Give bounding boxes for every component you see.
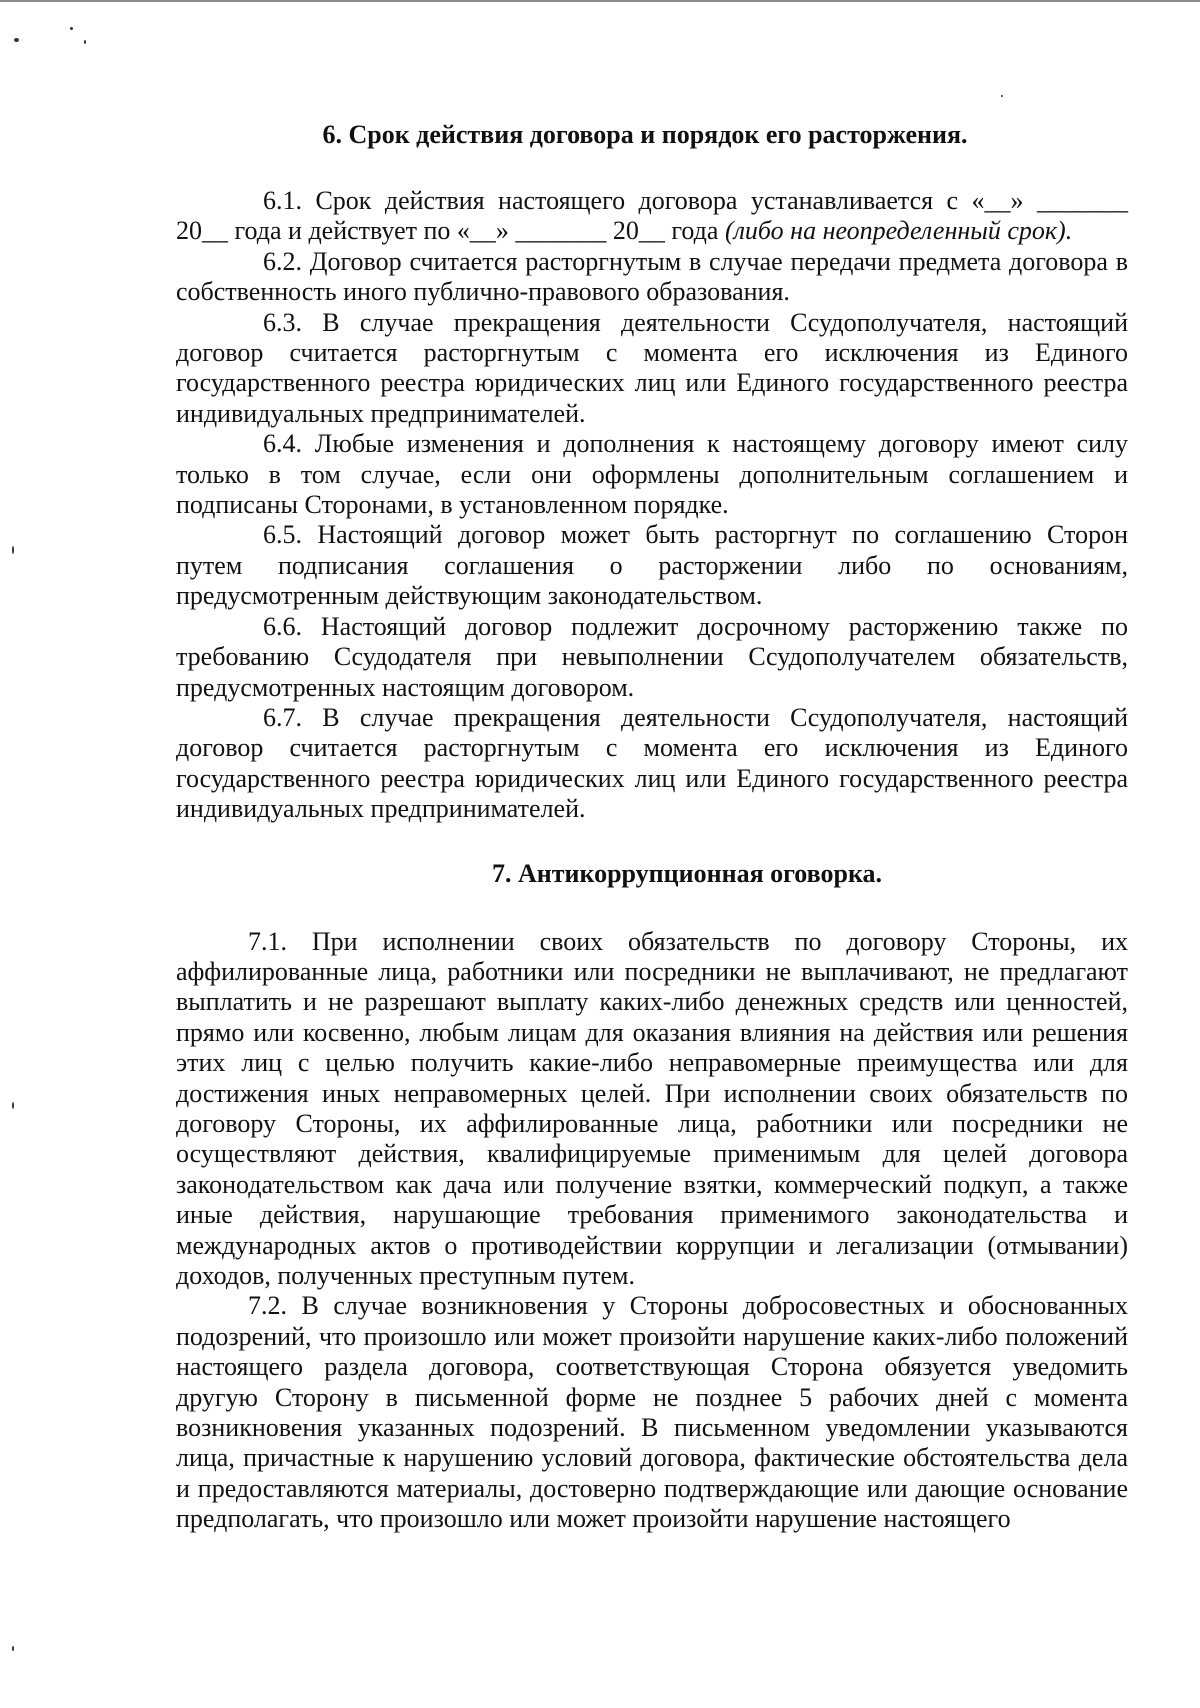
section-6-heading: 6. Срок действия договора и порядок его расторжения. [322, 120, 968, 149]
clause-6-7: 6.7. В случае прекращения деятельности Ссудополучателя, настоящий договор считается расторгнутым с момента его исключения из Единого государственного реестра юридических лиц или Единого государственного реестра индивидуальных предпринимателей. [176, 702, 1128, 824]
scan-edge-line [0, 0, 1200, 2]
scan-speck [12, 1646, 14, 1651]
scan-speck [1001, 95, 1003, 97]
section-7-heading: 7. Антикоррупционная оговорка. [491, 858, 883, 888]
clause-6-4: 6.4. Любые изменения и дополнения к настоящему договору имеют силу только в том случае, если они оформлены дополнительным соглашением и подписаны Сторонами, в установленном порядке. [176, 429, 1128, 520]
clause-6-3: 6.3. В случае прекращения деятельности Ссудополучателя, настоящий договор считается расторгнутым с момента его исключения из Единого государственного реестра юридических лиц или Единого государственного реестра индивидуальных предпринимателей. [176, 307, 1128, 428]
scan-speck [12, 546, 14, 554]
scan-speck [12, 1102, 14, 1109]
clause-6-1-italic-note: (либо на неопределенный срок). [724, 216, 1073, 246]
clause-7-2: 7.2. В случае возникновения у Стороны добросовестных и обоснованных подозрений, что произошло или может произойти нарушение каких-либо положений настоящего раздела договора, соответствующая Сторона обязуется уведомить другую Сторону в письменной форме не позднее 5 рабочих дней с момента возникновения указанных подозрений. В письменном уведомлении указываются лица, причастные к нарушению условий договора, фактические обстоятельства дела и предоставляются материалы, достоверно подтверждающие или дающие основание предполагать, что произошло или может произойти нарушение настоящего [176, 1291, 1128, 1534]
clause-6-2: 6.2. Договор считается расторгнутым в случае передачи предмета договора в собственность иного публично-правового образования. [176, 246, 1128, 307]
scan-speck [70, 27, 73, 30]
scan-speck [14, 38, 19, 42]
document-body [176, 120, 1128, 1535]
clause-6-6: 6.6. Настоящий договор подлежит досрочному расторжению также по требованию Ссудодателя при невыполнении Ссудополучателем обязательств, предусмотренных настоящим договором. [176, 611, 1128, 702]
clause-7-1: 7.1. При исполнении своих обязательств по договору Стороны, их аффилированные лица, работники или посредники не выплачивают, не предлагают выплатить и не разрешают выплату каких-либо денежных средств или ценностей, прямо или косвенно, любым лицам для оказания влияния на действия или решения этих лиц с целью получить какие-либо неправомерные преимущества или для достижения иных неправомерных целей. При исполнении своих обязательств по договору Стороны, их аффилированные лица, работники или посредники не осуществляют действия, квалифицируемые применимым для целей договора законодательством как дача или получение взятки, коммерческий подкуп, а также иные действия, нарушающие требования применимого законодательства и международных актов о противодействии коррупции и легализации (отмывании) доходов, полученных преступным путем. [176, 926, 1128, 1290]
clause-6-1-text: 6.1. Срок действия настоящего договора устанавливается с «__» _______ 20__ года и действует по «__» _______ 20__ года [176, 186, 1128, 246]
clause-6-5: 6.5. Настоящий договор может быть расторгнут по соглашению Сторон путем подписания соглашения о расторжении либо по основаниям, предусмотренным действующим законодательством. [176, 520, 1128, 611]
scan-speck [84, 40, 86, 44]
clause-6-1 [176, 186, 1128, 247]
